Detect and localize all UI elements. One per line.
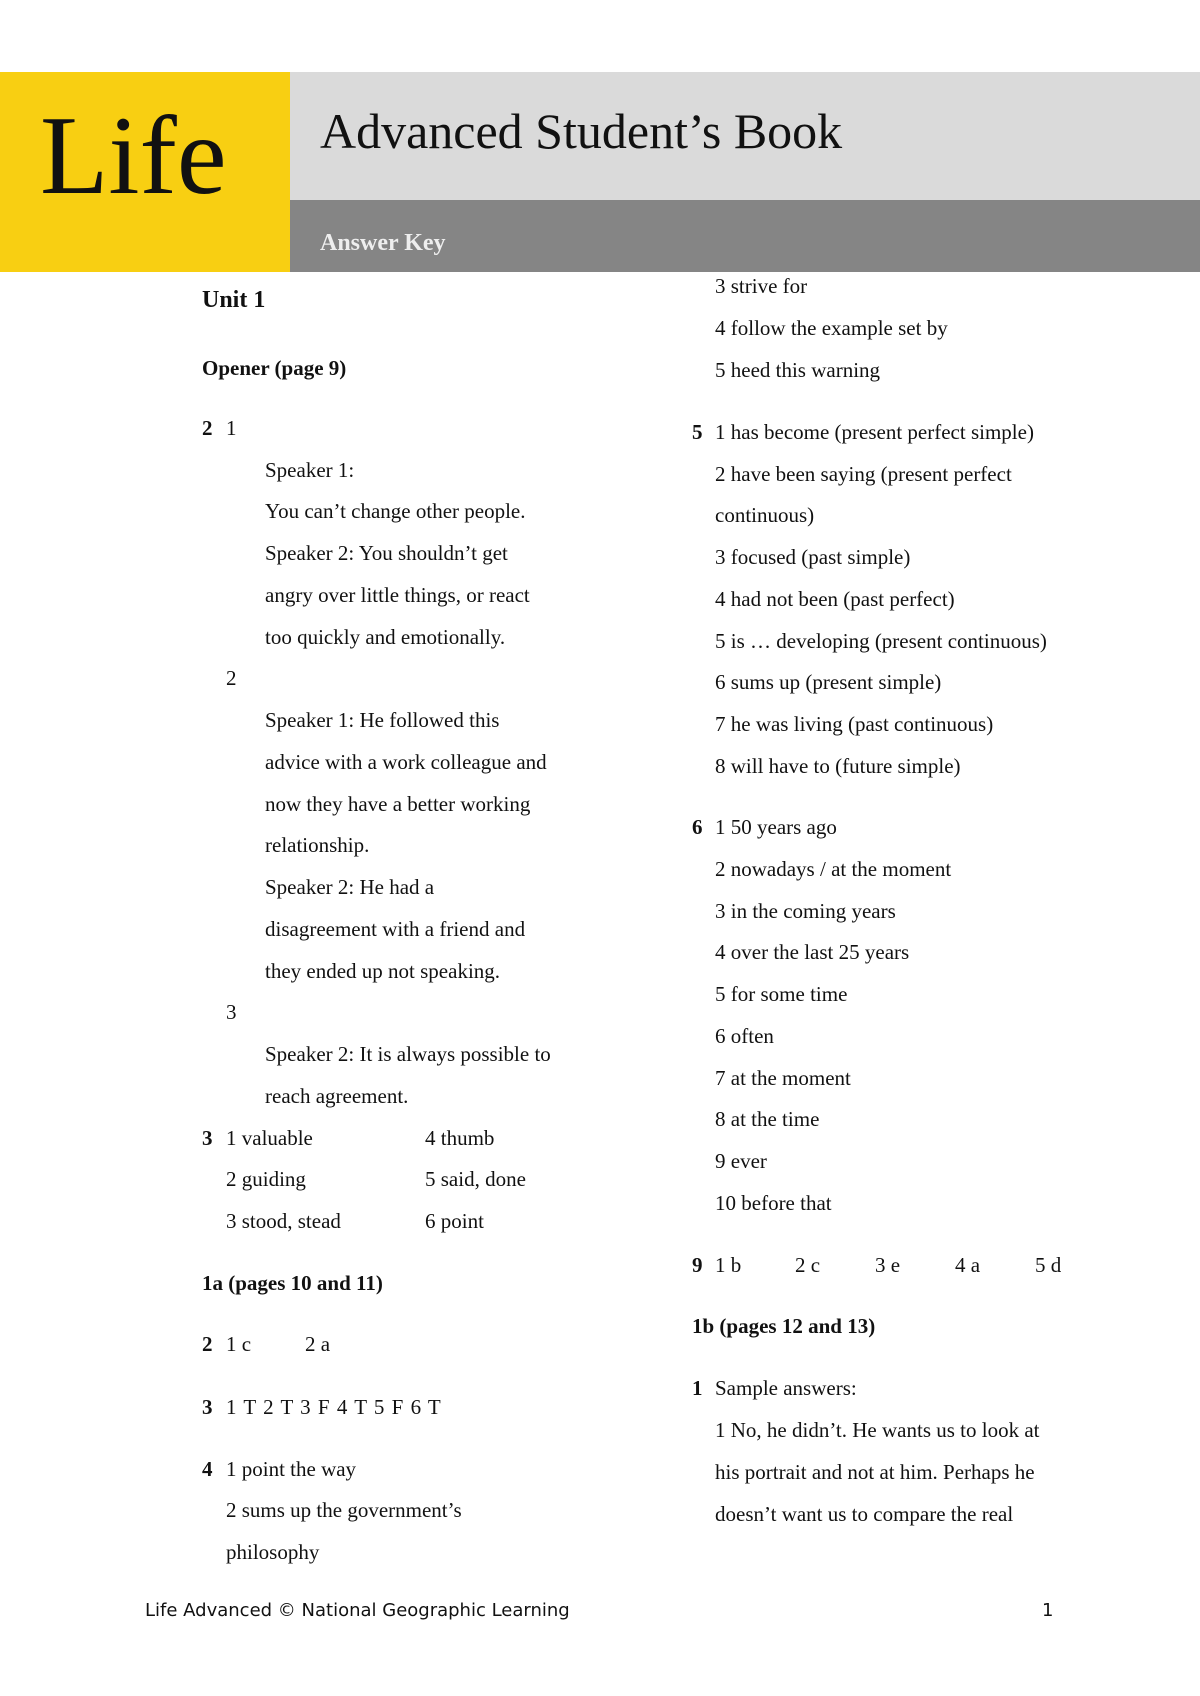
answer-line: 1 has become (present perfect simple) bbox=[715, 420, 1034, 444]
answer-line: You can’t change other people. bbox=[265, 499, 526, 523]
answer-line: 2 guiding bbox=[226, 1167, 306, 1191]
question-number: 9 bbox=[692, 1253, 703, 1277]
section-heading: 1b (pages 12 and 13) bbox=[692, 1314, 876, 1338]
unit-heading: Unit 1 bbox=[202, 287, 266, 313]
answer-line: now they have a better working bbox=[265, 792, 531, 816]
answer-line: Sample answers: bbox=[715, 1376, 857, 1400]
question-number: 6 bbox=[692, 815, 703, 839]
answer-line: 3 in the coming years bbox=[715, 899, 896, 923]
answer-line: Speaker 1: bbox=[265, 458, 355, 482]
answer-line: 3 focused (past simple) bbox=[715, 545, 911, 569]
document-subtitle: Answer Key bbox=[320, 230, 446, 256]
question-number: 3 bbox=[202, 1126, 213, 1150]
answer-line: Speaker 2: It is always possible to bbox=[265, 1042, 551, 1066]
answer-line: relationship. bbox=[265, 833, 370, 857]
answer-line: 2 bbox=[226, 666, 237, 690]
answer-line: 1 bbox=[226, 416, 237, 440]
answer-line: 7 at the moment bbox=[715, 1066, 851, 1090]
answer-line: Speaker 2: You shouldn’t get bbox=[265, 541, 508, 565]
document-title: Advanced Student’s Book bbox=[320, 103, 843, 159]
answer-line: 1 c bbox=[226, 1332, 252, 1356]
answer-line: 8 at the time bbox=[715, 1107, 820, 1131]
life-logo: Life bbox=[40, 94, 227, 218]
answer-line: 1 valuable bbox=[226, 1126, 313, 1150]
answer-line: 2 nowadays / at the moment bbox=[715, 857, 952, 881]
answer-line: 1 50 years ago bbox=[715, 815, 837, 839]
answer-line: 3 e bbox=[875, 1253, 901, 1277]
answer-line: 5 for some time bbox=[715, 982, 848, 1006]
question-number: 4 bbox=[202, 1457, 213, 1481]
answer-line: Speaker 1: He followed this bbox=[265, 708, 500, 732]
answer-line: 7 he was living (past continuous) bbox=[715, 712, 994, 736]
answer-line: 6 point bbox=[425, 1209, 484, 1233]
answer-line: 4 thumb bbox=[425, 1126, 495, 1150]
answer-line: 5 heed this warning bbox=[715, 358, 881, 382]
question-number: 1 bbox=[692, 1376, 703, 1400]
subtitle-band bbox=[290, 200, 1200, 272]
answer-line: his portrait and not at him. Perhaps he bbox=[715, 1460, 1035, 1484]
answer-line: 5 is … developing (present continuous) bbox=[715, 629, 1047, 653]
answer-line: 9 ever bbox=[715, 1149, 767, 1173]
answer-line: too quickly and emotionally. bbox=[265, 625, 506, 649]
answer-line: 2 sums up the government’s bbox=[226, 1498, 462, 1522]
question-number: 5 bbox=[692, 420, 703, 444]
answer-line: 3 bbox=[226, 1000, 237, 1024]
opener-heading: Opener (page 9) bbox=[202, 356, 347, 380]
question-number: 3 bbox=[202, 1395, 213, 1419]
answer-line: 4 follow the example set by bbox=[715, 316, 948, 340]
answer-line: 5 said, done bbox=[425, 1167, 526, 1191]
answer-line: 3 stood, stead bbox=[226, 1209, 341, 1233]
answer-line: 4 had not been (past perfect) bbox=[715, 587, 955, 611]
answer-line: advice with a work colleague and bbox=[265, 750, 547, 774]
answer-line: 6 sums up (present simple) bbox=[715, 670, 942, 694]
answer-line: 3 strive for bbox=[715, 274, 808, 298]
answer-line: 2 a bbox=[305, 1332, 331, 1356]
answer-line: 6 often bbox=[715, 1024, 774, 1048]
page-number: 1 bbox=[1042, 1600, 1054, 1621]
answer-line: they ended up not speaking. bbox=[265, 959, 501, 983]
answer-line: reach agreement. bbox=[265, 1084, 409, 1108]
answer-line: 1 point the way bbox=[226, 1457, 357, 1481]
answer-line: 10 before that bbox=[715, 1191, 832, 1215]
answer-line: 8 will have to (future simple) bbox=[715, 754, 961, 778]
answer-line: 4 over the last 25 years bbox=[715, 940, 910, 964]
footer-copyright: Life Advanced © National Geographic Learning bbox=[145, 1600, 570, 1621]
answer-line: Speaker 2: He had a bbox=[265, 875, 435, 899]
title-band bbox=[290, 72, 1200, 200]
answer-line: continuous) bbox=[715, 503, 815, 527]
answer-line: 1 T 2 T 3 F 4 T 5 F 6 T bbox=[226, 1395, 441, 1419]
answer-line: 4 a bbox=[955, 1253, 981, 1277]
answer-line: doesn’t want us to compare the real bbox=[715, 1502, 1014, 1526]
question-number: 2 bbox=[202, 416, 213, 440]
answer-line: 1 No, he didn’t. He wants us to look at bbox=[715, 1418, 1040, 1442]
answer-line: 1 b bbox=[715, 1253, 742, 1277]
answer-line: 2 have been saying (present perfect bbox=[715, 462, 1012, 486]
answer-line: angry over little things, or react bbox=[265, 583, 530, 607]
answer-line: 5 d bbox=[1035, 1253, 1062, 1277]
answer-line: 2 c bbox=[795, 1253, 821, 1277]
question-number: 2 bbox=[202, 1332, 213, 1356]
answer-line: disagreement with a friend and bbox=[265, 917, 526, 941]
answer-line: philosophy bbox=[226, 1540, 320, 1564]
section-heading: 1a (pages 10 and 11) bbox=[202, 1271, 383, 1295]
